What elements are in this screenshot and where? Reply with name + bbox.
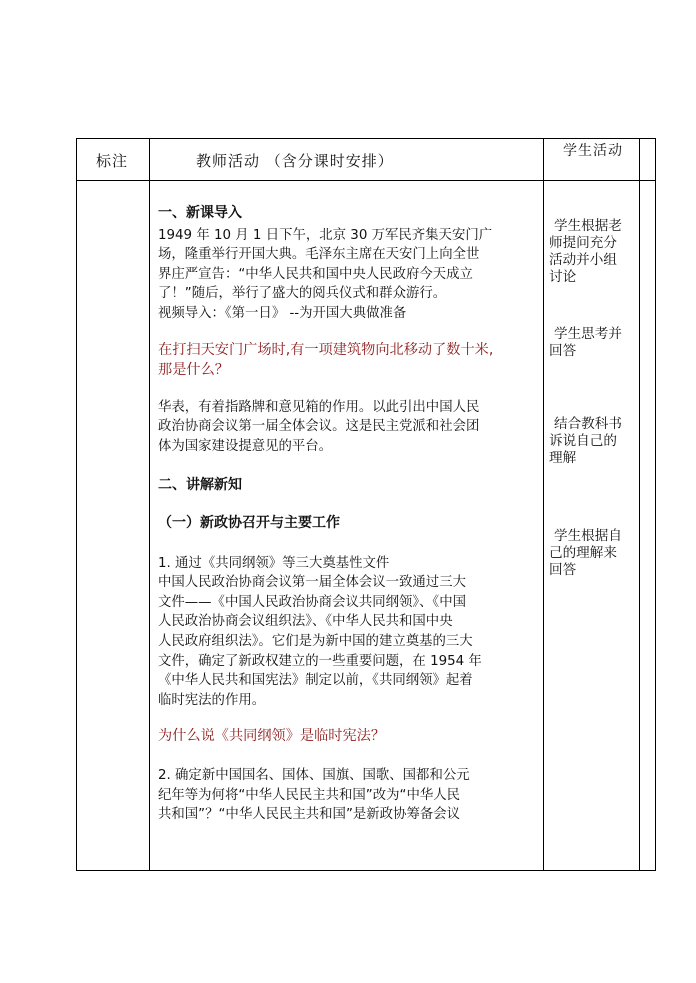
- item-title: 1. 通过《共同纲领》等三大奠基性文件: [158, 555, 390, 571]
- item-title: 2. 确定新中国国名、国体、国旗、国歌、国都和公元: [158, 768, 470, 784]
- column-divider-3: [639, 138, 640, 871]
- header-notes: 标注: [96, 152, 129, 170]
- text-line: 体为国家建设提意见的平台。: [158, 438, 333, 454]
- text-line: 界庄严宣告：“中华人民共和国中央人民政府今天成立: [158, 266, 473, 282]
- text-line: 文件，确定了新政权建立的一些重要问题，在 1954 年: [158, 653, 482, 669]
- text-line: 政治协商会议第一届全体会议。这是民主党派和社会团: [158, 419, 480, 435]
- subsection-title: （一）新政协召开与主要工作: [158, 514, 340, 531]
- question-line: 那是什么？: [158, 361, 229, 378]
- text-line: 人民政治协商会议组织法》、《中华人民共和国中央: [158, 614, 453, 630]
- text-line: 人民政府组织法》。它们是为新中国的建立奠基的三大: [158, 633, 473, 649]
- question-line: 为什么说《共同纲领》是临时宪法？: [158, 728, 386, 745]
- text-line: 纪年等为何将“中华人民民主共和国”改为“中华人民: [158, 787, 461, 803]
- text-line: 临时宪法的作用。: [158, 692, 266, 708]
- text-line: 视频导入：《第一日》 --为开国大典做准备: [158, 305, 407, 321]
- section-title-new-knowledge: 二、讲解新知: [158, 477, 242, 494]
- text-line: 华表，有着指路牌和意见箱的作用。以此引出中国人民: [158, 399, 480, 415]
- column-divider-2: [543, 138, 544, 871]
- text-line: 1949 年 10 月 1 日下午，北京 30 万军民齐集天安门广: [158, 227, 493, 243]
- question-line: 在打扫天安门广场时,有一项建筑物向北移动了数十米,: [158, 341, 494, 358]
- header-teacher-activity: 教师活动 （含分课时安排）: [196, 152, 394, 170]
- header-divider: [76, 180, 656, 181]
- student-activity-3: 结合教科书 诉说自己的 理解: [549, 416, 622, 466]
- text-line: 中国人民政治协商会议第一届全体会议一致通过三大: [158, 575, 466, 591]
- student-activity-2: 学生思考并 回答: [549, 326, 622, 359]
- header-student-activity: 学生活动: [563, 143, 623, 159]
- text-line: 场，隆重举行开国大典。毛泽东主席在天安门上向全世: [158, 247, 480, 263]
- teacher-activity-content: [158, 200, 540, 825]
- column-divider-1: [149, 138, 150, 871]
- student-activity-4: 学生根据自 己的理解来 回答: [549, 528, 622, 578]
- text-line: 共和国”？“中华人民民主共和国”是新政协筹备会议: [158, 807, 461, 823]
- student-activity-1: 学生根据老 师提问充分 活动并小组 讨论: [549, 218, 622, 285]
- section-title-intro: 一、新课导入: [158, 205, 242, 221]
- text-line: 了！”随后，举行了盛大的阅兵仪式和群众游行。: [158, 286, 447, 302]
- text-line: 《中华人民共和国宪法》制定以前，《共同纲领》起着: [158, 673, 473, 689]
- text-line: 文件——《中国人民政治协商会议共同纲领》、《中国: [158, 594, 466, 610]
